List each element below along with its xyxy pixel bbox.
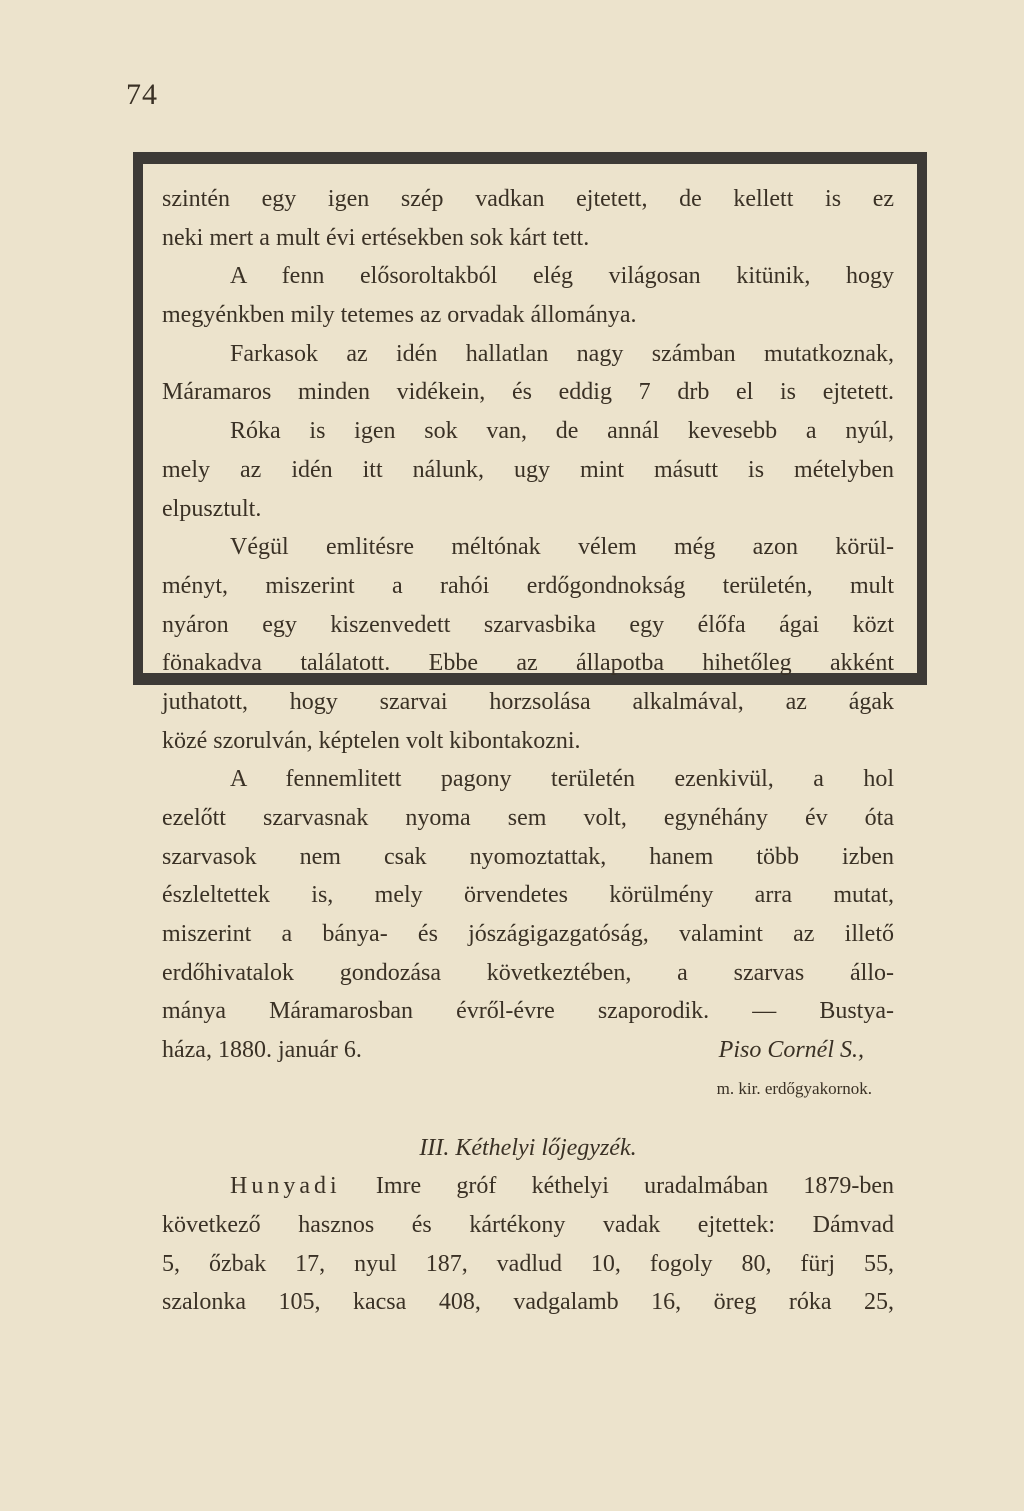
page-number: 74 <box>126 78 158 111</box>
signature-place-date: háza, 1880. január 6. <box>162 1037 362 1064</box>
text-line: Máramaros minden vidékein, és eddig 7 drb el is ejtetett. <box>162 379 894 406</box>
text-line: észleltettek is, mely örvendetes körülmény arra mutat, <box>162 882 894 909</box>
text-line: közé szorulván, képtelen volt kibontakozni. <box>162 727 581 754</box>
text-line: fönakadva találatott. Ebbe az állapotba hihetőleg akként <box>162 650 894 677</box>
text-line: Farkasok az idén hallatlan nagy számban mutatkoznak, <box>230 340 894 367</box>
text-line: Róka is igen sok van, de annál kevesebb a nyúl, <box>230 418 894 445</box>
text-line: megyénkben mily tetemes az orvadak állománya. <box>162 302 637 329</box>
text-line: miszerint a bánya- és jószágigazgatóság, valamint az illető <box>162 921 894 948</box>
text-line: Végül emlitésre méltónak vélem még azon körül- <box>230 534 894 561</box>
text-line <box>162 1167 894 1206</box>
text-line: erdőhivatalok gondozása következtében, a szarvas állo- <box>162 959 894 986</box>
text-line: ezelőtt szarvasnak nyoma sem volt, egynéhány év óta <box>162 805 894 831</box>
text-line: mely az idén itt nálunk, ugy mint másutt is mételyben <box>162 456 894 483</box>
text-line: A fenn elősoroltakból elég világosan kitünik, hogy <box>230 263 894 290</box>
text-line: elpusztult. <box>162 495 262 522</box>
text-line: szintén egy igen szép vadkan ejtetett, de kellett is ez <box>162 186 894 212</box>
text-line: A fennemlitett pagony területén ezenkivül, a hol <box>230 766 894 793</box>
text-line: nyáron egy kiszenvedett szarvasbika egy élőfa ágai közt <box>162 611 894 638</box>
text-line: szarvasok nem csak nyomoztattak, hanem több izben <box>162 843 894 870</box>
text-line: következő hasznos és kártékony vadak ejtettek: Dámvad <box>162 1211 894 1238</box>
spaced-name: Hunyadi <box>230 1173 341 1200</box>
signature-title: m. kir. erdőgyakornok. <box>716 1078 872 1098</box>
signature-author: Piso Cornél S., <box>718 1037 864 1064</box>
signature-line <box>162 1031 894 1070</box>
page-body <box>162 180 894 1322</box>
text-line: ményt, miszerint a rahói erdőgondnokság területén, mult <box>162 572 894 599</box>
text-fragment: Imre gróf kéthelyi uradalmában 1879-ben <box>340 1173 894 1200</box>
section-heading: III. Kéthelyi lőjegyzék. <box>419 1134 637 1161</box>
text-line: szalonka 105, kacsa 408, vadgalamb 16, öreg róka 25, <box>162 1289 894 1316</box>
text-line: neki mert a mult évi ertésekben sok kárt tett. <box>162 224 590 251</box>
text-line: juthatott, hogy szarvai horzsolása alkalmával, az ágak <box>162 688 894 715</box>
text-line: 5, őzbak 17, nyul 187, vadlud 10, fogoly 80, fürj 55, <box>162 1250 894 1277</box>
spacer <box>162 1109 894 1129</box>
text-line: mánya Máramarosban évről-évre szaporodik. — Bustya- <box>162 998 894 1025</box>
